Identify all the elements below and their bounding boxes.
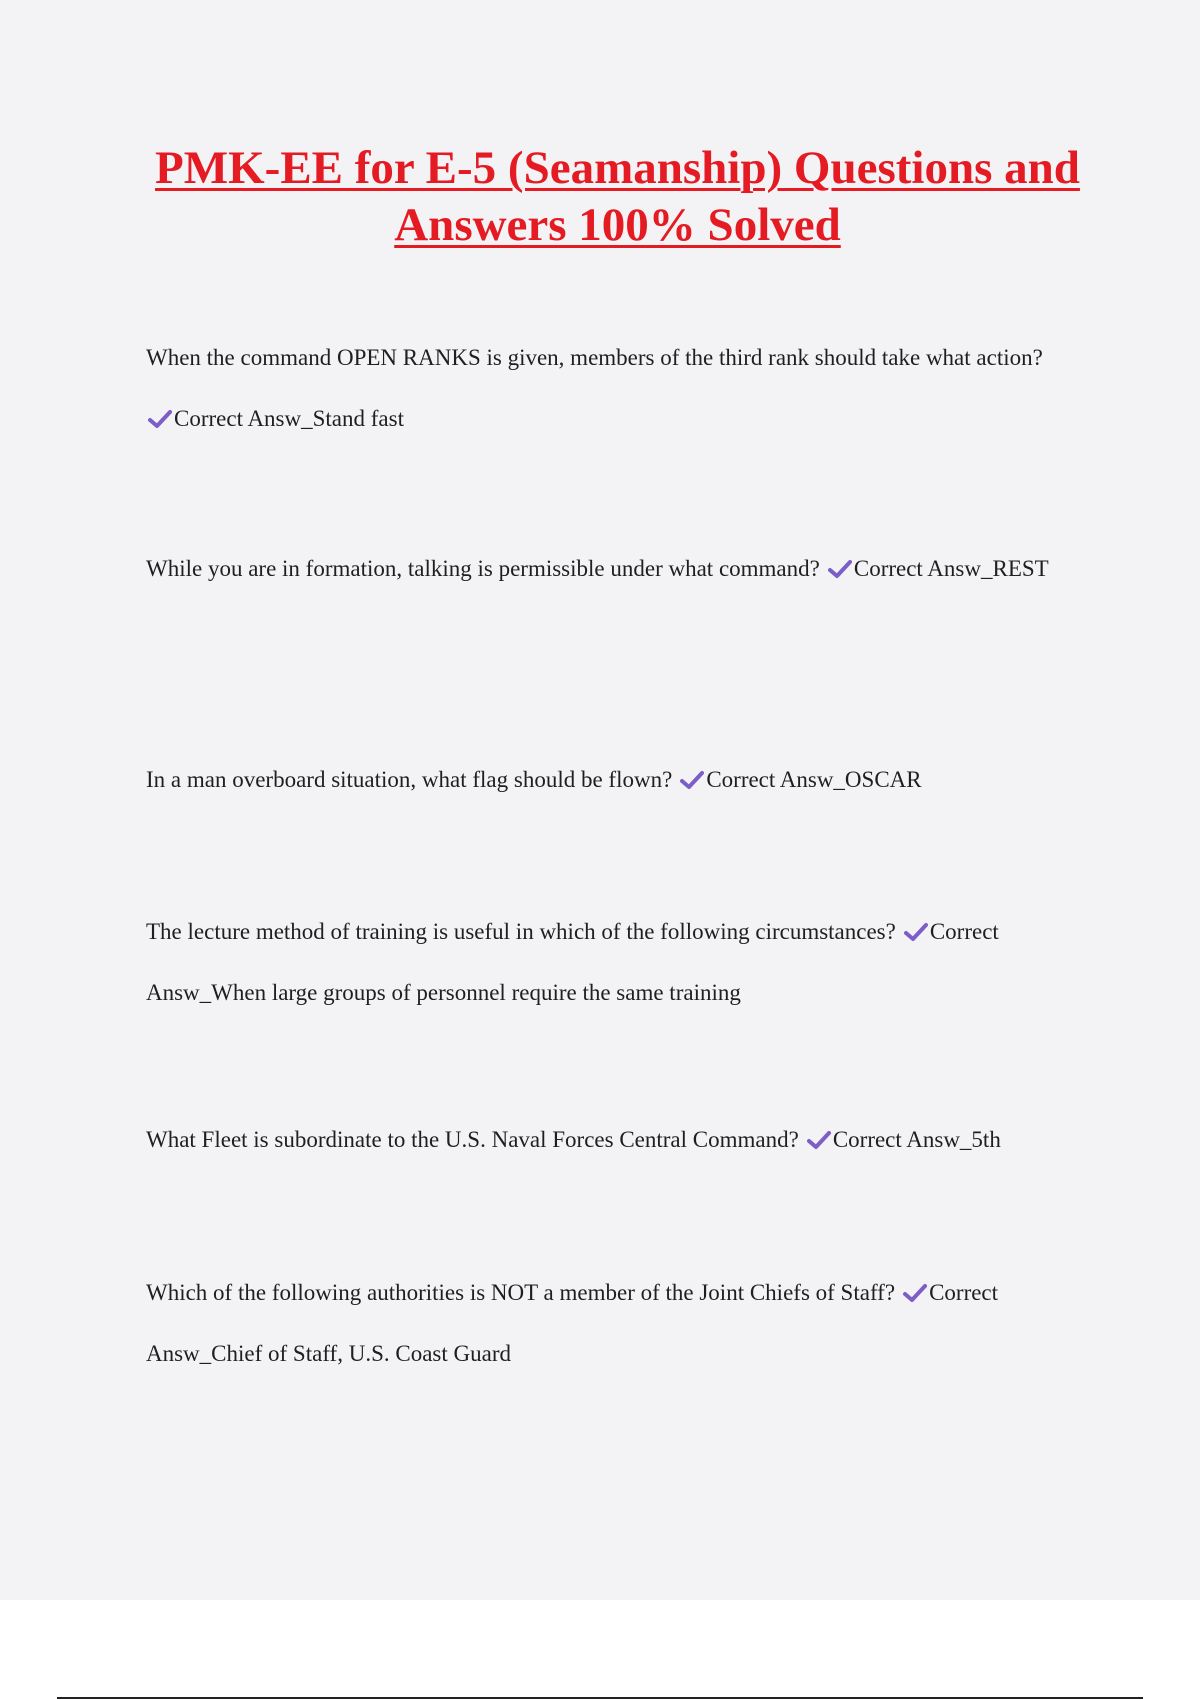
- check-icon: [903, 1283, 927, 1303]
- answer-text: Correct Answ_OSCAR: [706, 767, 922, 792]
- qa-item-6: [146, 1262, 1096, 1384]
- qa-item-3: [146, 749, 1096, 810]
- answer-text: Correct Answ_When large groups of personnel require the same training: [146, 919, 999, 1005]
- qa-item-5: [146, 1109, 1096, 1170]
- question-text: While you are in formation, talking is permissible under what command?: [146, 556, 820, 581]
- check-icon: [828, 559, 852, 579]
- question-text: In a man overboard situation, what flag should be flown?: [146, 767, 673, 792]
- answer-text: Correct Answ_Stand fast: [174, 406, 404, 431]
- qa-item-1: [146, 327, 1096, 449]
- check-icon: [807, 1130, 831, 1150]
- qa-item-4: [146, 901, 1096, 1023]
- check-icon: [904, 922, 928, 942]
- answer-text: Correct Answ_REST: [853, 556, 1049, 581]
- qa-item-2: [146, 538, 1096, 599]
- question-text: What Fleet is subordinate to the U.S. Naval Forces Central Command?: [146, 1127, 799, 1152]
- question-text: When the command OPEN RANKS is given, members of the third rank should take what action?: [146, 345, 1043, 370]
- question-text: Which of the following authorities is NOT a member of the Joint Chiefs of Staff?: [146, 1280, 896, 1305]
- document-title: PMK-EE for E-5 (Seamanship) Questions and Answers 100% Solved: [155, 142, 1080, 251]
- answer-text: Correct Answ_Chief of Staff, U.S. Coast Guard: [146, 1280, 999, 1366]
- question-text: The lecture method of training is useful in which of the following circumstances?: [146, 919, 896, 944]
- answer-text: Correct Answ_5th: [832, 1127, 1001, 1152]
- check-icon: [680, 770, 704, 790]
- footer-rule: [57, 1697, 1143, 1699]
- check-icon: [148, 409, 172, 429]
